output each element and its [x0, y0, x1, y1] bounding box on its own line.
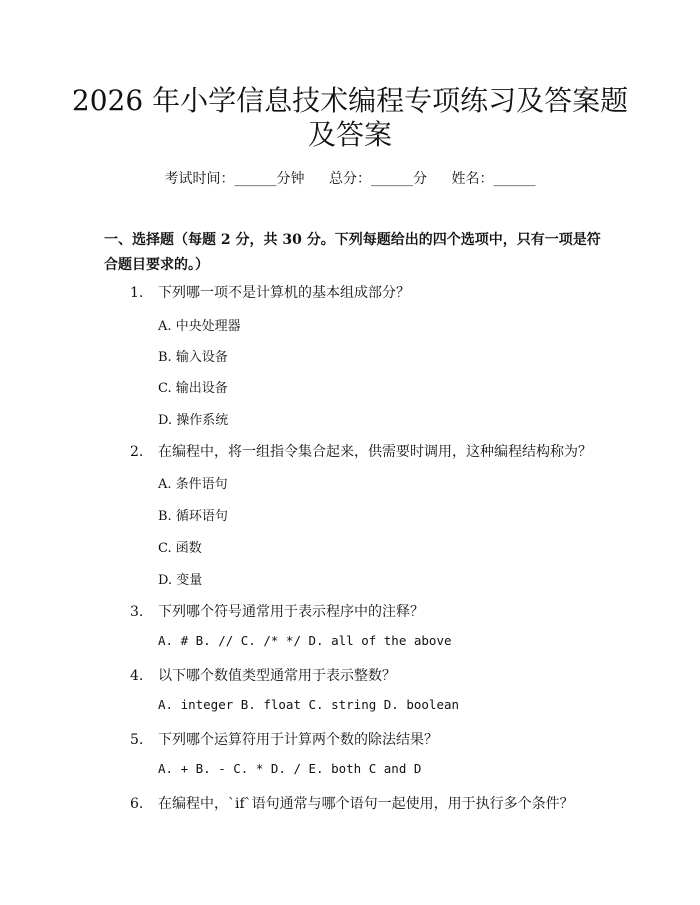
options-3-inline: A. # B. // C. /* */ D. all of the above — [158, 633, 452, 648]
question-number: 3. — [130, 604, 144, 620]
question-text: 在编程中，将一组指令集合起来，供需要时调用，这种编程结构称为？ — [158, 444, 592, 460]
question-6 — [130, 793, 574, 813]
option-1c: C. 输出设备 — [158, 381, 228, 396]
option-2d: D. 变量 — [158, 573, 203, 588]
question-text: 下列哪个符号通常用于表示程序中的注释？ — [158, 604, 424, 620]
option-1d: D. 操作系统 — [158, 413, 229, 428]
exam-time: 考试时间：______分钟 — [164, 171, 305, 187]
exam-name: 姓名：______ — [451, 171, 536, 187]
option-1a: A. 中央处理器 — [158, 319, 241, 334]
options-5-inline: A. + B. - C. * D. / E. both C and D — [158, 761, 422, 776]
question-1 — [130, 282, 410, 302]
document-title-line2: 及答案 — [307, 118, 392, 151]
question-2 — [130, 441, 592, 461]
exam-score: 总分：______分 — [329, 171, 427, 187]
question-number: 2. — [130, 444, 144, 460]
question-5 — [130, 729, 438, 749]
question-3 — [130, 601, 424, 621]
question-4 — [130, 665, 396, 685]
option-2b: B. 循环语句 — [158, 509, 228, 524]
question-text: 下列哪个运算符用于计算两个数的除法结果？ — [158, 732, 438, 748]
question-text: 下列哪一项不是计算机的基本组成部分？ — [158, 285, 410, 301]
question-number: 6. — [130, 796, 144, 812]
question-text: 在编程中，`if`语句通常与哪个语句一起使用，用于执行多个条件？ — [158, 796, 574, 812]
document-title-line1: 2026 年小学信息技术编程专项练习及答案题 — [71, 84, 629, 117]
option-2a: A. 条件语句 — [158, 477, 228, 492]
question-number: 4. — [130, 668, 144, 684]
question-text: 以下哪个数值类型通常用于表示整数？ — [158, 668, 396, 684]
options-4-inline: A. integer B. float C. string D. boolean — [158, 697, 460, 712]
option-1b: B. 输入设备 — [158, 350, 228, 365]
option-2c: C. 函数 — [158, 541, 202, 556]
section-heading-choice: 一、选择题（每题 2 分，共 30 分。下列每题给出的四个选项中，只有一项是符合题目要求的。） — [104, 232, 601, 273]
question-number: 5. — [130, 732, 144, 748]
question-number: 1. — [130, 285, 144, 301]
exam-meta — [0, 168, 700, 188]
